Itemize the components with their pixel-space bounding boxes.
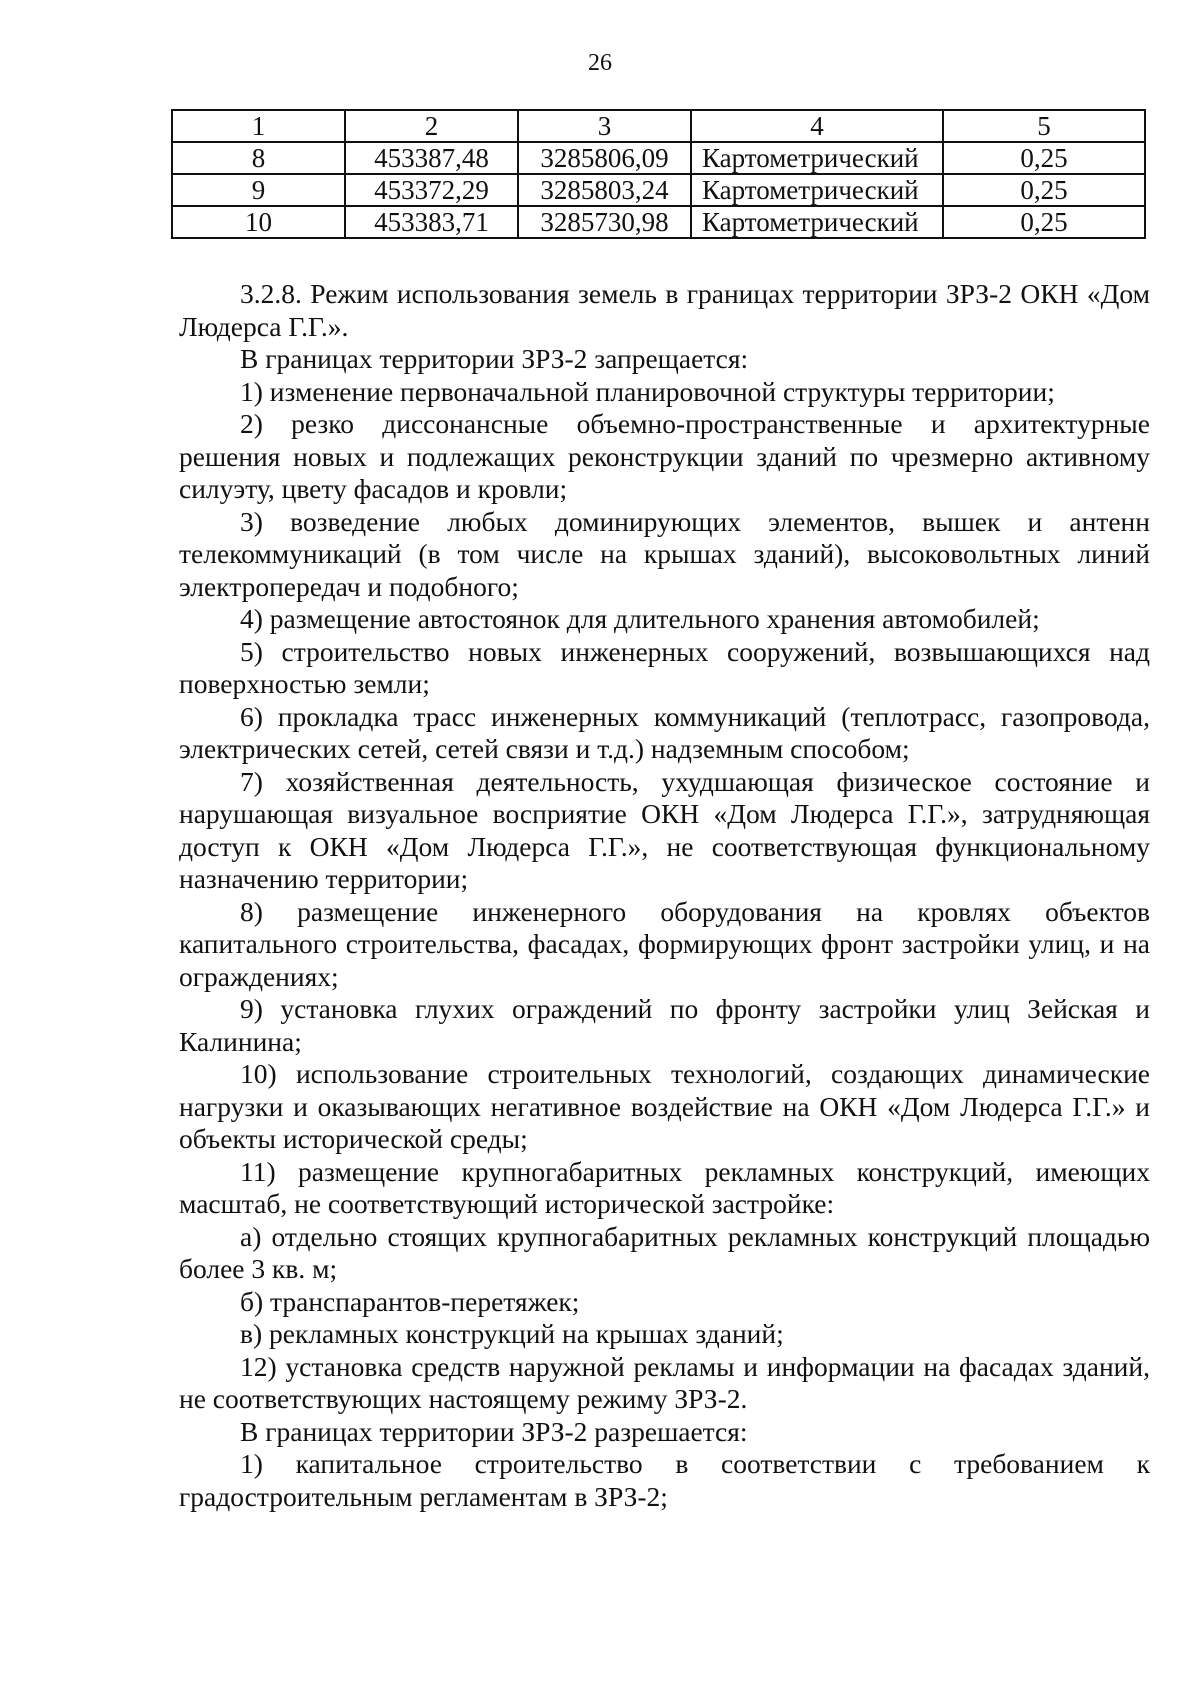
paragraph: В границах территории ЗРЗ-2 запрещается: (240, 343, 749, 374)
list-item: 3) возведение любых доминирующих элементов, вышек и антенн телекоммуникаций (в том числе на крышах зданий), высоковольтных линий электропередач и подобного; (179, 505, 1150, 602)
list-item: 7) хозяйственная деятельность, ухудшающая физическое состояние и нарушающая визуальное восприятие ОКН «Дом Людерса Г.Г.», затрудняющая доступ к ОКН «Дом Людерса Г.Г.», не соответствующая функциональному назначению территории; (179, 765, 1150, 894)
method-cell: Картометрический (691, 206, 943, 238)
paragraph: В границах территории ЗРЗ-2 разрешается: (240, 1415, 748, 1447)
x-coordinate-cell: 453383,71 (345, 206, 518, 238)
header-cell: 4 (691, 110, 943, 142)
x-coordinate-cell: 453387,48 (345, 142, 518, 174)
list-item: 1) изменение первоначальной планировочной структуры территории; (240, 375, 1055, 407)
x-coordinate-cell: 453372,29 (345, 174, 518, 206)
table-header-row (172, 110, 1145, 142)
header-cell: 1 (172, 110, 345, 142)
table-row (172, 142, 1145, 174)
header-cell: 2 (345, 110, 518, 142)
header-cell: 3 (518, 110, 691, 142)
list-item: 8) размещение инженерного оборудования на кровлях объектов капитального строительства, фасадах, формирующих фронт застройки улиц, и на ограждениях; (179, 895, 1150, 992)
sub-list-item: в) рекламных конструкций на крышах зданий; (240, 1318, 784, 1349)
point-number-cell: 10 (172, 206, 345, 238)
y-coordinate-cell: 3285806,09 (518, 142, 691, 174)
y-coordinate-cell: 3285803,24 (518, 174, 691, 206)
table-row (172, 206, 1145, 238)
table-row (172, 174, 1145, 206)
point-number-cell: 8 (172, 142, 345, 174)
precision-cell: 0,25 (943, 142, 1145, 174)
list-item: 11) размещение крупногабаритных рекламных конструкций, имеющих масштаб, не соответствующий исторической застройке: (179, 1155, 1150, 1219)
precision-cell: 0,25 (943, 174, 1145, 206)
coordinates-table (171, 109, 1146, 239)
list-item: 9) установка глухих ограждений по фронту застройки улиц Зейская и Калинина; (179, 993, 1150, 1057)
sub-list-item: б) транспарантов-перетяжек; (240, 1285, 580, 1317)
list-item: 4) размещение автостоянок для длительного хранения автомобилей; (240, 603, 1040, 634)
header-cell: 5 (943, 110, 1145, 142)
list-item: 5) строительство новых инженерных сооружений, возвышающихся над поверхностью земли; (179, 635, 1150, 699)
y-coordinate-cell: 3285730,98 (518, 206, 691, 238)
list-item: 2) резко диссонансные объемно-пространственные и архитектурные решения новых и подлежащих реконструкции зданий по чрезмерно активному силуэту, цвету фасадов и кровли; (179, 408, 1150, 504)
list-item: 1) капитальное строительство в соответствии с требованием к градостроительным регламентам в ЗРЗ-2; (179, 1448, 1150, 1512)
sub-list-item: а) отдельно стоящих крупногабаритных рекламных конструкций площадью более 3 кв. м; (179, 1220, 1150, 1284)
precision-cell: 0,25 (943, 206, 1145, 238)
method-cell: Картометрический (691, 142, 943, 174)
list-item: 12) установка средств наружной рекламы и информации на фасадах зданий, не соответствующих настоящему режиму ЗРЗ-2. (179, 1350, 1150, 1414)
point-number-cell: 9 (172, 174, 345, 206)
list-item: 6) прокладка трасс инженерных коммуникаций (теплотрасс, газопровода, электрических сетей, сетей связи и т.д.) надземным способом; (179, 700, 1150, 764)
page-number: 26 (588, 50, 612, 76)
section-heading: 3.2.8. Режим использования земель в границах территории ЗРЗ-2 ОКН «Дом Людерса Г.Г.». (179, 278, 1150, 342)
document-body (179, 278, 1150, 1513)
method-cell: Картометрический (691, 174, 943, 206)
list-item: 10) использование строительных технологий, создающих динамические нагрузки и оказывающих негативное воздействие на ОКН «Дом Людерса Г.Г.» и объекты исторической среды; (179, 1058, 1150, 1154)
